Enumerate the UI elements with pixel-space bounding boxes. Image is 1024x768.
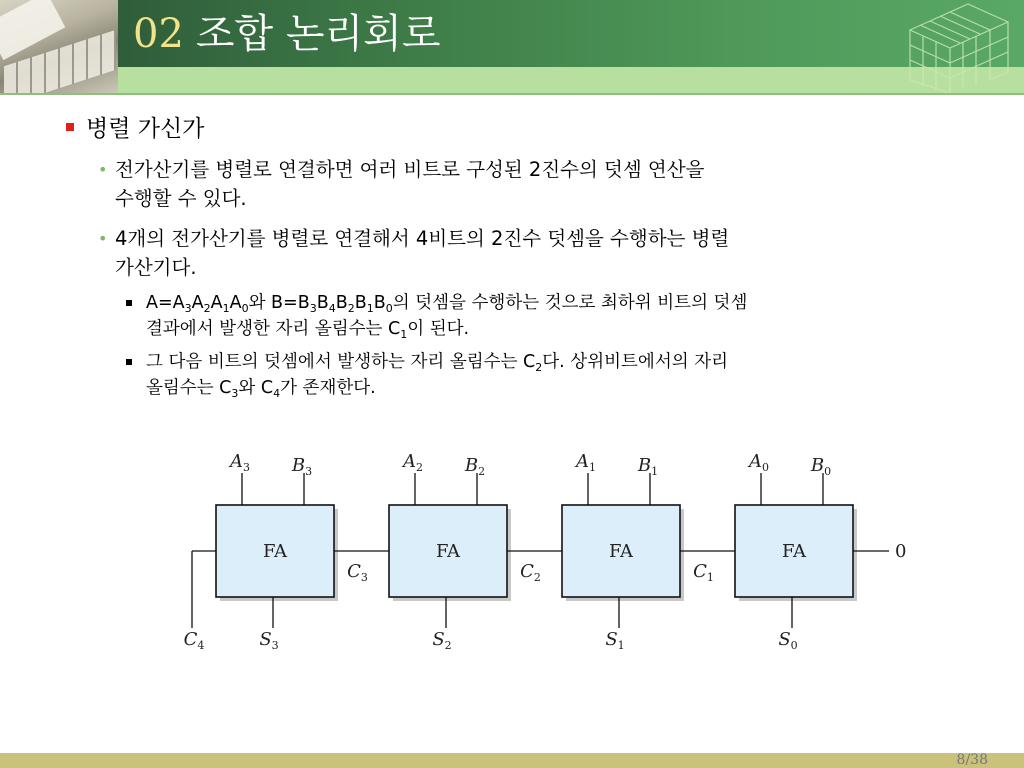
formula-b-sub: 1: [366, 302, 374, 315]
fa-label: FA: [782, 541, 806, 562]
bullet-level1: [66, 110, 204, 143]
formula-a: A=A: [146, 293, 185, 313]
formula-a-sub: 2: [203, 302, 211, 315]
sum-output-label: $S_2$: [432, 629, 452, 652]
carry-sub: 2: [535, 361, 543, 374]
bullet-text-cont-b: 이 된다.: [407, 319, 470, 339]
bullet-text: [126, 349, 946, 375]
sum-output-label: $S_1$: [605, 629, 625, 652]
formula-a-sub: 3: [184, 302, 192, 315]
fa-label: FA: [609, 541, 633, 562]
formula-b-sub: 3: [309, 302, 317, 315]
black-square-bullet-icon: [126, 300, 132, 306]
formula-a-letter: A: [229, 293, 242, 313]
bullet-text-cont-b: 와 C: [238, 378, 274, 398]
formula-b-sub: 4: [328, 302, 336, 315]
green-dot-bullet-icon: •: [98, 229, 108, 248]
formula-b-sub: 0: [385, 302, 393, 315]
bullet-text-b: 다. 상위비트에서의 자리: [542, 352, 729, 372]
bullet-level2-a: [98, 155, 958, 213]
section-number: 02: [133, 11, 184, 57]
carry-in-label: 0: [895, 541, 907, 562]
b-input-label: $B_0$: [810, 455, 832, 478]
carry-label: $C_2$: [520, 561, 541, 584]
header-strip: [118, 67, 1024, 93]
bullet-text-cont-a: 올림수는 C: [146, 378, 232, 398]
a-input-label: $A_2$: [403, 451, 423, 474]
formula-a-letter: A: [191, 293, 204, 313]
cube-blocks-icon: [890, 0, 1024, 93]
parallel-adder-diagram: [170, 445, 930, 665]
bullet-text-cont: 수행할 수 있다.: [115, 187, 247, 210]
bullet-text-cont: [126, 316, 946, 342]
bullet-text: 4개의 전가산기를 병렬로 연결해서 4비트의 2진수 덧셈을 수행하는 병렬: [115, 227, 730, 250]
bullet-text-cont: [126, 375, 946, 401]
page-number: 8/38: [956, 752, 988, 768]
title-text: 조합 논리회로: [195, 11, 441, 57]
bullet-level2-b: [98, 224, 958, 282]
carry-out-label: $C_4$: [183, 629, 205, 652]
formula-b-sub: 2: [347, 302, 355, 315]
slide-header: [0, 0, 1024, 95]
bullet-text-cont-c: 가 존재한다.: [280, 378, 376, 398]
bullet-text-cont-a: 결과에서 발생한 자리 올림수는 C: [146, 319, 401, 339]
formula-b-letter: B: [316, 293, 329, 313]
fa-label: FA: [263, 541, 287, 562]
black-square-bullet-icon: [126, 359, 132, 365]
formula-b: 와 B=B: [248, 293, 310, 313]
carry-sub: 3: [231, 387, 239, 400]
bullet-text-a: 그 다음 비트의 덧셈에서 발생하는 자리 올림수는 C: [146, 352, 536, 372]
bullet-text-cont: 가산기다.: [115, 256, 197, 279]
slide-title: [133, 6, 440, 62]
carry-label: $C_3$: [347, 561, 368, 584]
green-dot-bullet-icon: •: [98, 160, 108, 179]
red-square-bullet-icon: [66, 123, 74, 131]
sum-output-label: $S_3$: [259, 629, 279, 652]
parallel-adder-svg: [170, 445, 930, 665]
b-input-label: $B_2$: [464, 455, 486, 478]
bullet-level1-text: 병렬 가신가: [86, 116, 205, 142]
bullet-text: [126, 290, 946, 316]
formula-a-letter: A: [210, 293, 223, 313]
bullet-level3-b: [126, 349, 946, 401]
footer-bar: [0, 753, 1024, 768]
formula-b-letter: B: [335, 293, 348, 313]
carry-sub: 4: [273, 387, 281, 400]
sum-output-label: $S_0$: [778, 629, 798, 652]
fa-label: FA: [436, 541, 460, 562]
carry-label: $C_1$: [693, 561, 714, 584]
formula-b-letter: B: [354, 293, 367, 313]
a-input-label: $A_0$: [749, 451, 769, 474]
a-input-label: $A_1$: [576, 451, 596, 474]
bullet-text: 전가산기를 병렬로 연결하면 여러 비트로 구성된 2진수의 덧셈 연산을: [115, 158, 705, 181]
formula-a-sub: 0: [241, 302, 249, 315]
carry-sub: 1: [400, 328, 408, 341]
b-input-label: $B_3$: [291, 455, 313, 478]
a-input-label: $A_3$: [230, 451, 250, 474]
header-keyboard-photo: [0, 0, 118, 95]
formula-a-sub: 1: [222, 302, 230, 315]
bullet-text-rest: 의 덧셈을 수행하는 것으로 최하위 비트의 덧셈: [392, 293, 748, 313]
bullet-level3-a: [126, 290, 946, 342]
b-input-label: $B_1$: [637, 455, 659, 478]
header-divider: [0, 93, 1024, 95]
formula-b-letter: B: [373, 293, 386, 313]
